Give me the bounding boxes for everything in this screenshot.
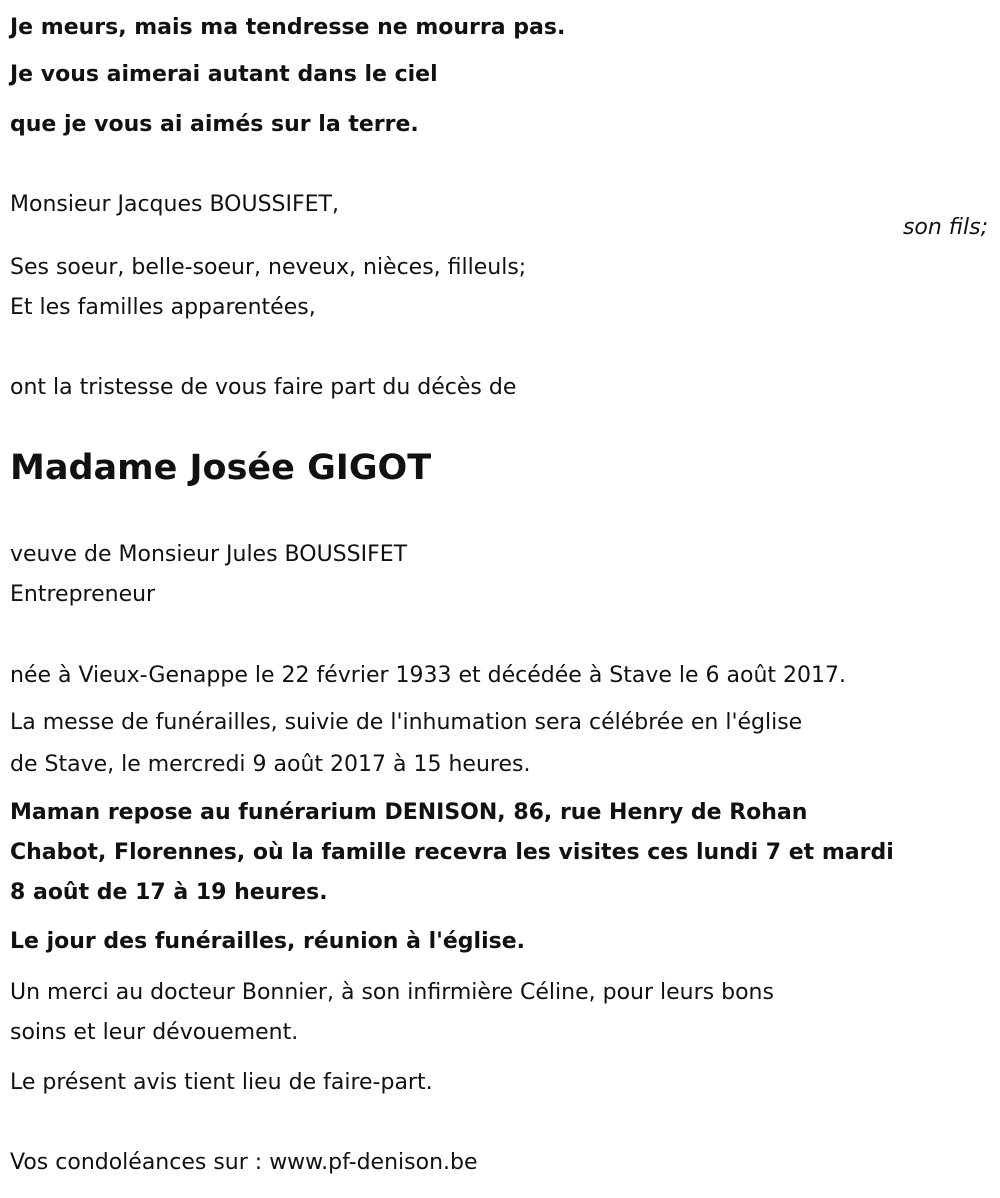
epitaph-line-2: Je vous aimerai autant dans le ciel [10, 62, 438, 87]
family-families: Et les familles apparentées, [10, 295, 316, 320]
meeting: Le jour des funérailles, réunion à l'église. [10, 929, 525, 954]
epitaph-line-1: Je meurs, mais ma tendresse ne mourra pas. [10, 15, 566, 40]
announcement: ont la tristesse de vous faire part du décès de [10, 375, 517, 400]
family-relatives: Ses soeur, belle-soeur, neveux, nièces, filleuls; [10, 255, 527, 280]
deceased-name: Madame Josée GIGOT [10, 448, 432, 488]
birth-death: née à Vieux-Genappe le 22 février 1933 et décédée à Stave le 6 août 2017. [10, 663, 847, 688]
mass-line-2: de Stave, le mercredi 9 août 2017 à 15 heures. [10, 752, 531, 777]
thanks-line-1: Un merci au docteur Bonnier, à son infirmière Céline, pour leurs bons [10, 980, 774, 1005]
family-son-relation: son fils; [902, 215, 988, 240]
notice: Le présent avis tient lieu de faire-part. [10, 1070, 433, 1095]
visitation-line-3: 8 août de 17 à 19 heures. [10, 880, 328, 905]
widow-of: veuve de Monsieur Jules BOUSSIFET [10, 542, 408, 567]
visitation-line-1: Maman repose au funérarium DENISON, 86, rue Henry de Rohan [10, 800, 808, 825]
family-son: Monsieur Jacques BOUSSIFET, [10, 192, 339, 217]
mass-line-1: La messe de funérailles, suivie de l'inhumation sera célébrée en l'église [10, 710, 803, 735]
thanks-line-2: soins et leur dévouement. [10, 1020, 299, 1045]
condolences-link[interactable]: Vos condoléances sur : www.pf-denison.be [10, 1150, 478, 1175]
profession: Entrepreneur [10, 582, 156, 607]
visitation-line-2: Chabot, Florennes, où la famille recevra les visites ces lundi 7 et mardi [10, 840, 894, 865]
epitaph-line-3: que je vous ai aimés sur la terre. [10, 112, 419, 137]
